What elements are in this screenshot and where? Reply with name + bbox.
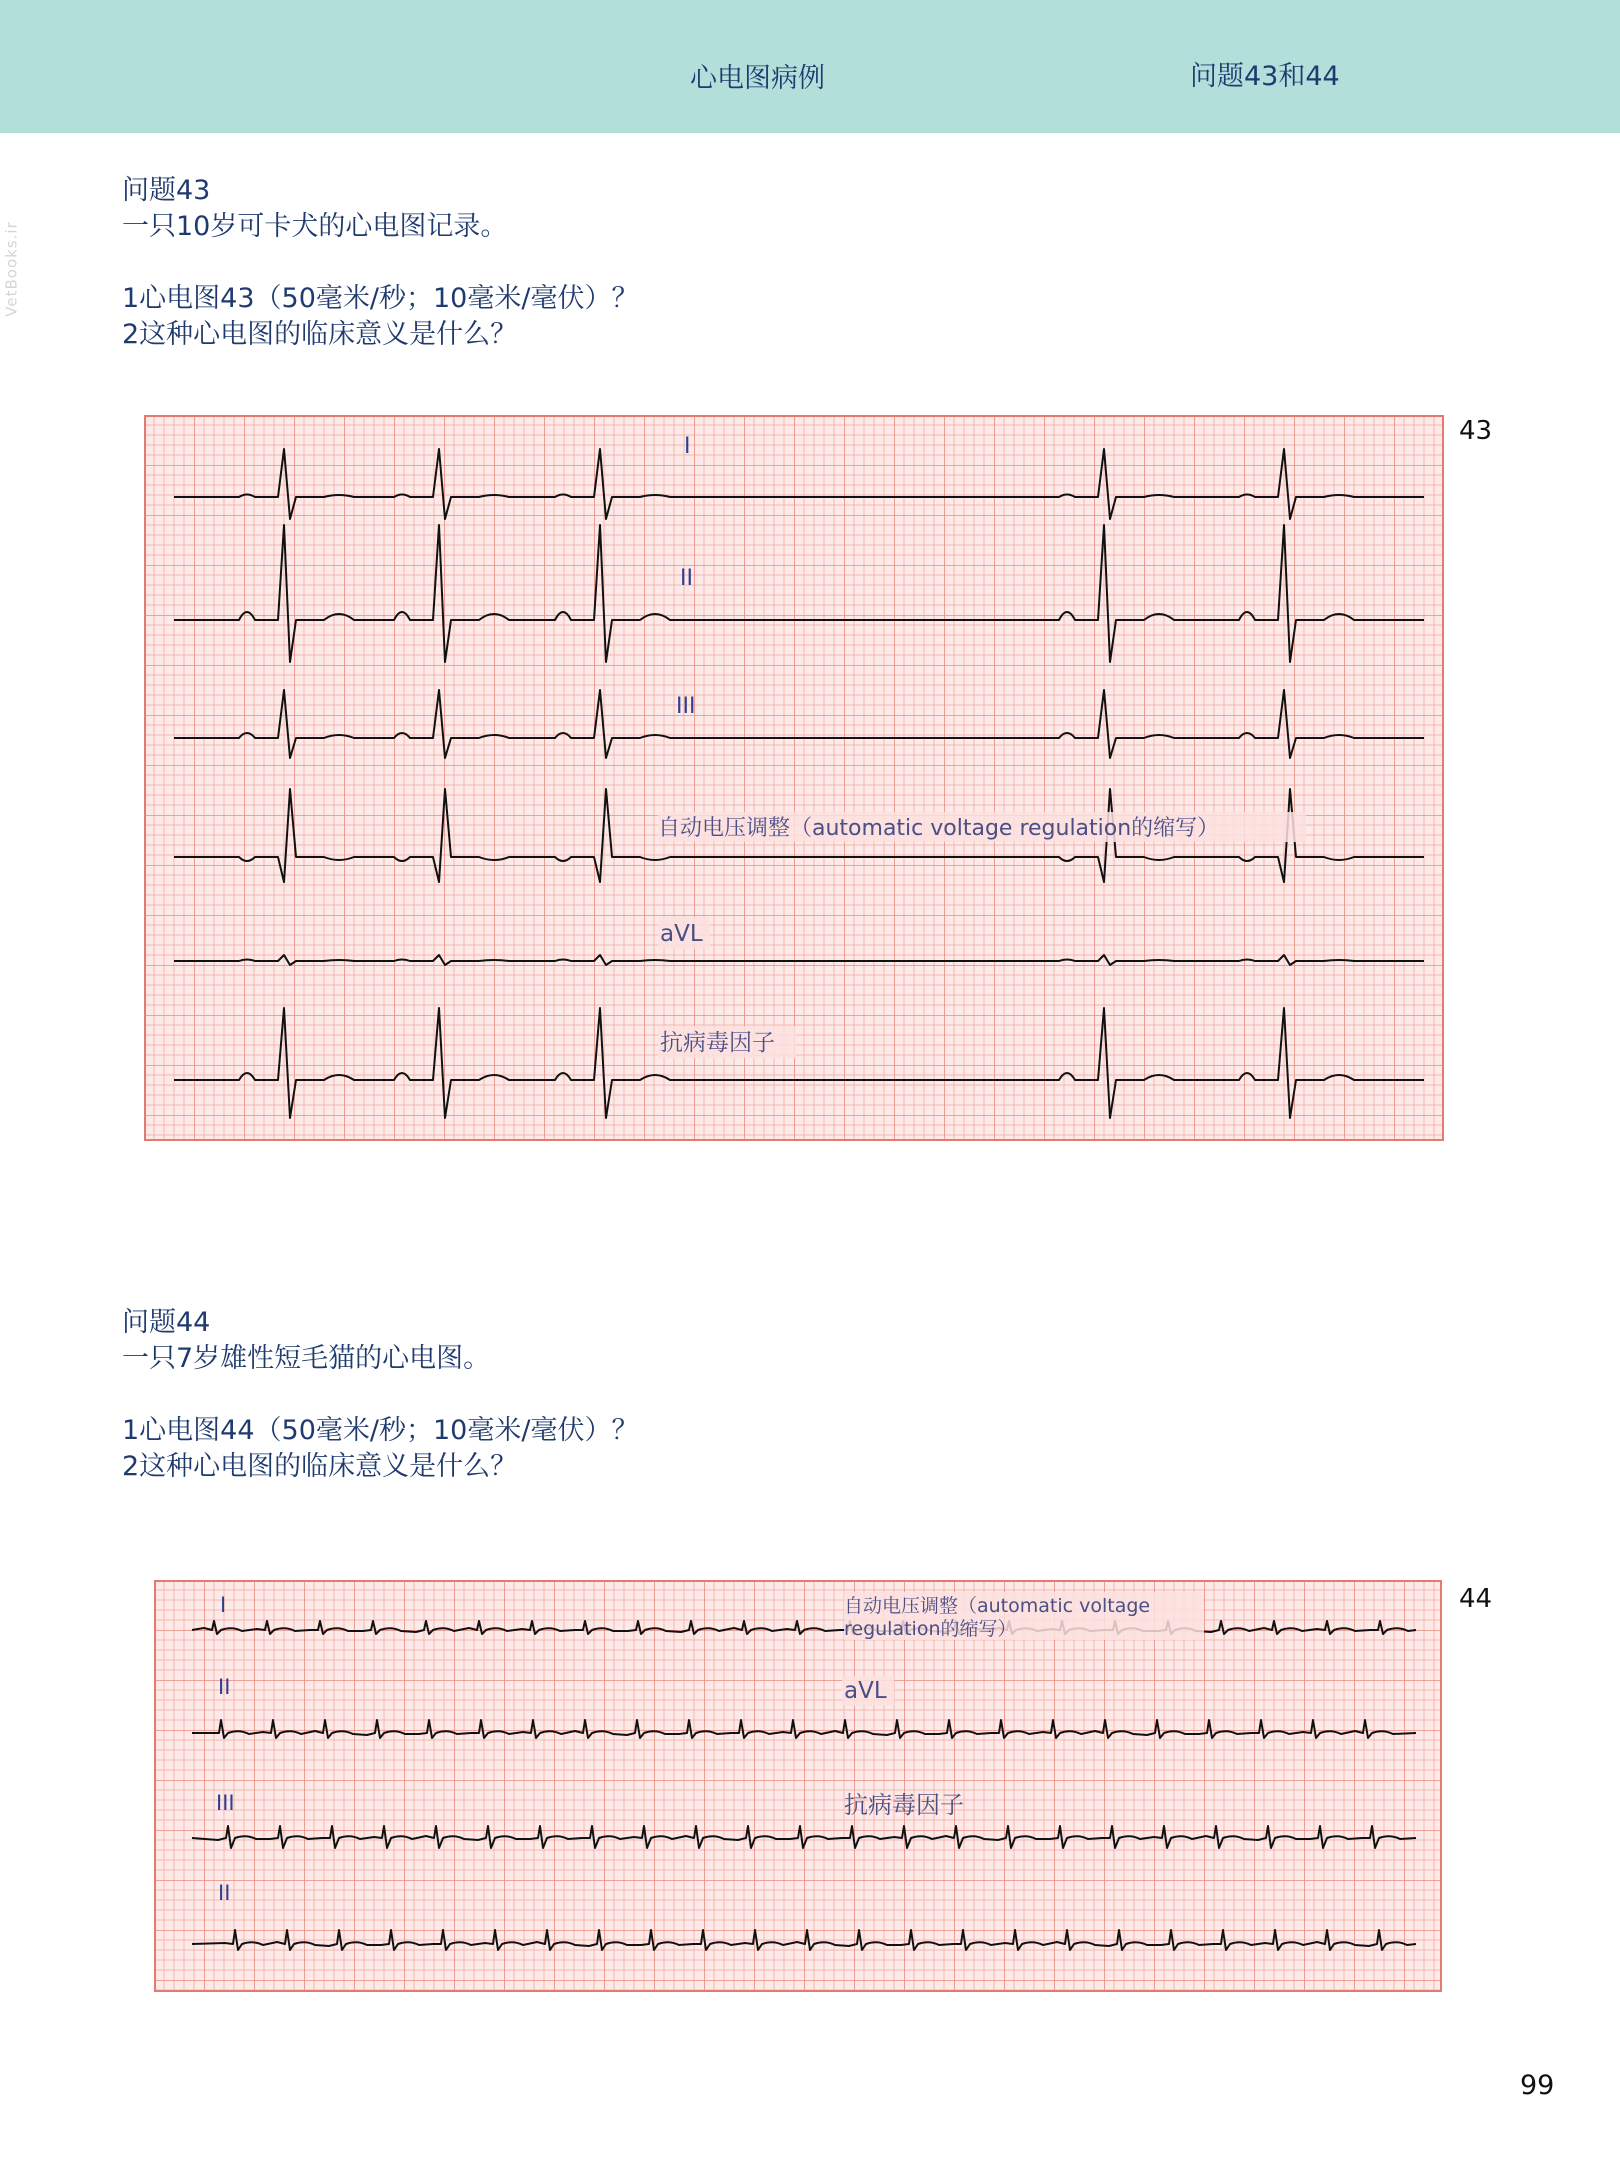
question-43 [122,173,638,353]
ecg-strip-43 [144,415,1444,1141]
question-43-description: 一只10岁可卡犬的心电图记录。 [122,211,508,242]
question-44-item-2: 2这种心电图的临床意义是什么？ [122,1451,518,1482]
lead-label-iii: III [216,1791,235,1815]
lead-label-avl: aVL [660,921,703,947]
ecg-strip-44 [154,1580,1442,1992]
lead-label-i: I [684,434,691,459]
header-subtitle: 问题43和44 [1190,61,1340,92]
question-44-description: 一只7岁雄性短毛猫的心电图。 [122,1343,491,1374]
question-44-item-1: 1心电图44（50毫米/秒；10毫米/毫伏）？ [122,1415,639,1446]
question-44-heading: 问题44 [122,1307,211,1338]
question-43-item-2: 2这种心电图的临床意义是什么？ [122,319,518,350]
lead-label-avr-line-2: regulation的缩写） [844,1618,1017,1640]
lead-label-avl: aVL [844,1678,887,1704]
question-44 [122,1305,638,1485]
watermark: VetBooks.ir [2,221,21,317]
page-number: 99 [1520,2070,1555,2101]
question-43-heading: 问题43 [122,175,211,206]
lead-label-ii-rhythm: II [218,1881,231,1905]
lead-label-avf: 抗病毒因子 [660,1030,775,1056]
ecg-grid [155,1581,1441,1991]
lead-label-i: I [220,1593,227,1617]
lead-label-avr-line-1: 自动电压调整（automatic voltage [844,1595,1151,1617]
figure-43-number: 43 [1459,416,1493,446]
lead-label-avf: 抗病毒因子 [844,1791,964,1819]
lead-label-ii: II [218,1675,231,1699]
figure-44-number: 44 [1459,1584,1493,1614]
question-43-item-1: 1心电图43（50毫米/秒；10毫米/毫伏）？ [122,283,639,314]
lead-label-iii: III [676,694,696,719]
lead-label-ii: II [680,566,693,591]
page-header [0,0,1620,133]
lead-label-avr: 自动电压调整（automatic voltage regulation的缩写） [658,816,1220,841]
header-title: 心电图病例 [690,63,825,94]
